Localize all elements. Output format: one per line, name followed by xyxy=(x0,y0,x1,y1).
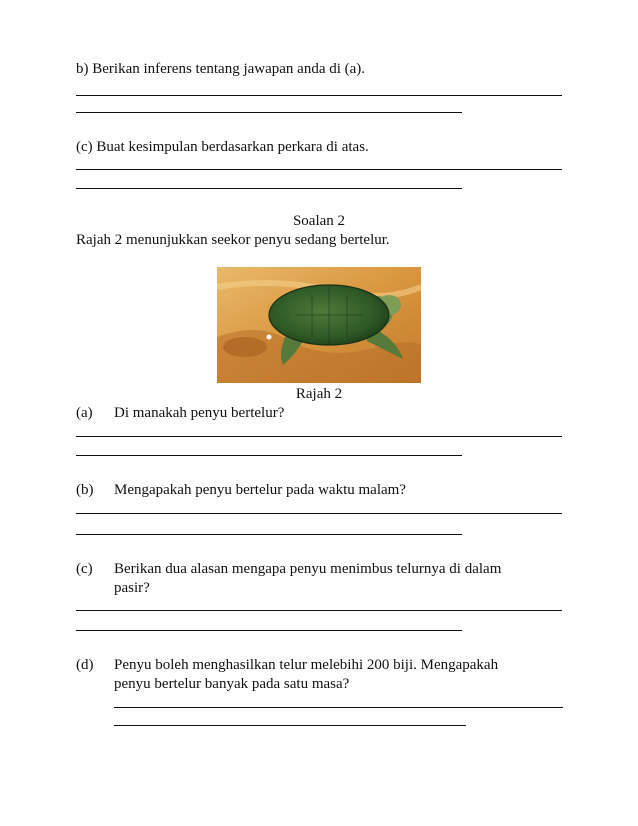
answer-line[interactable] xyxy=(76,455,462,456)
answer-line[interactable] xyxy=(114,725,466,726)
part-b-label: (b) xyxy=(76,482,94,498)
part-c-text-line-1: Berikan dua alasan mengapa penyu menimbus telurnya di dalam xyxy=(114,561,502,577)
answer-line[interactable] xyxy=(76,95,562,96)
part-d-label: (d) xyxy=(76,657,94,673)
answer-line[interactable] xyxy=(76,610,562,611)
answer-line[interactable] xyxy=(76,169,562,170)
answer-line[interactable] xyxy=(76,436,562,437)
part-d-text-line-1: Penyu boleh menghasilkan telur melebihi 200 biji. Mengapakah xyxy=(114,657,499,673)
egg xyxy=(267,335,272,340)
part-c-label: (c) xyxy=(76,561,93,577)
answer-line[interactable] xyxy=(76,630,462,631)
part-a-text: Di manakah penyu bertelur? xyxy=(114,405,285,421)
part-b-text: Mengapakah penyu bertelur pada waktu malam? xyxy=(114,482,406,498)
part-c-text-line-2: pasir? xyxy=(114,580,150,596)
figure-caption: Rajah 2 xyxy=(295,386,343,402)
question-2-heading: Soalan 2 xyxy=(292,213,346,229)
answer-line[interactable] xyxy=(76,513,562,514)
question-2-intro: Rajah 2 menunjukkan seekor penyu sedang bertelur. xyxy=(76,232,390,248)
question-1c-text: (c) Buat kesimpulan berdasarkan perkara di atas. xyxy=(76,139,369,155)
question-1b-text: b) Berikan inferens tentang jawapan anda di (a). xyxy=(76,61,366,77)
part-d-text-line-2: penyu bertelur banyak pada satu masa? xyxy=(114,676,350,692)
sea-turtle-illustration xyxy=(217,267,421,383)
answer-line[interactable] xyxy=(76,112,462,113)
answer-line[interactable] xyxy=(114,707,563,708)
part-a-label: (a) xyxy=(76,405,93,421)
answer-line[interactable] xyxy=(76,534,462,535)
answer-line[interactable] xyxy=(76,188,462,189)
nest-hole xyxy=(223,337,267,357)
